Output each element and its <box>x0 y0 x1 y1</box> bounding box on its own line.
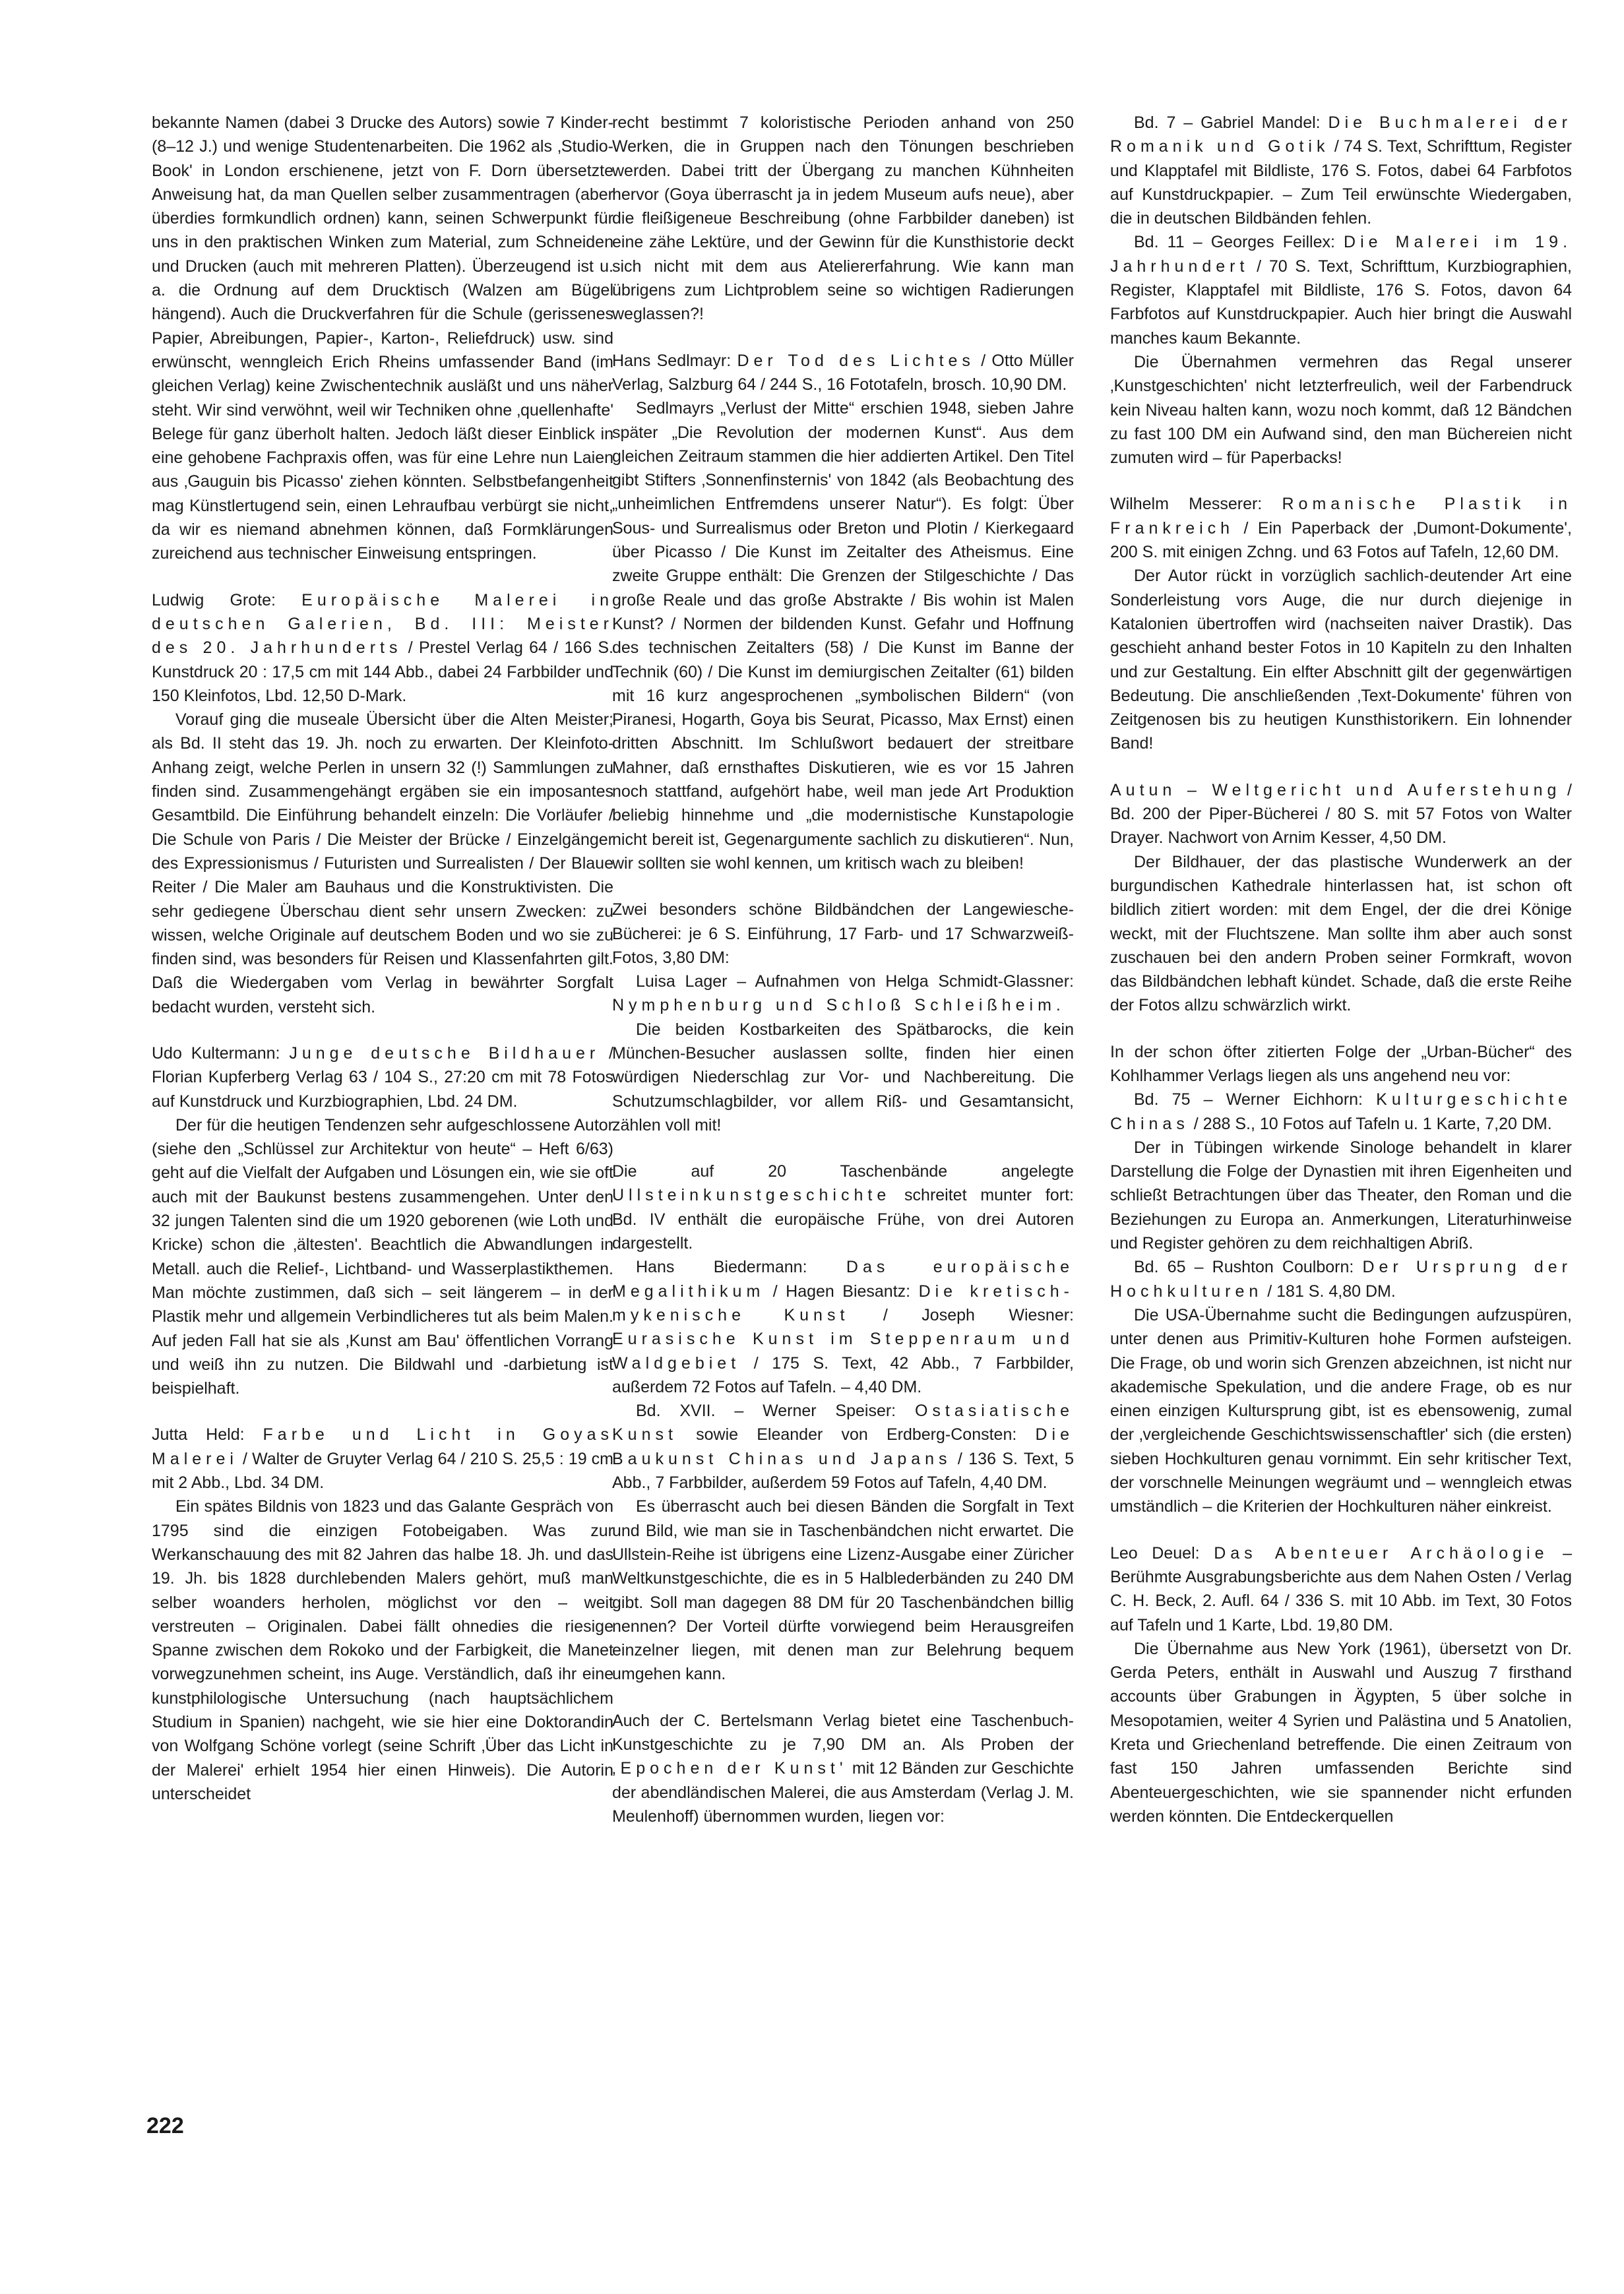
paragraph <box>1110 1088 1572 1136</box>
paragraph-text: Bd. XVII. – Werner Speiser: <box>636 1402 915 1421</box>
spaced-title: Der Tod des Lichtes <box>737 351 975 370</box>
spaced-title: Autun – Weltgericht und Auferstehung <box>1110 780 1561 799</box>
paragraph-text: bekannte Namen (dabei 3 Drucke des Autors) sowie 7 Kinder- (8–12 J.) und wenige Studentenarbeiten. Die 1962 als ‚Studio-Book' in London erschienene, jetzt von F. Dorn übersetzte Anweisung hat, da man Quellen selber zusammentragen (aber überdies formkundlich ordnen) kann, seinen Schwerpunkt für uns in den praktischen Winken zum Material, zum Schneiden und Drucken (auch mit mehreren Platten). Überzeugend ist u. a. die Ordnung auf dem Drucktisch (Walzen am Bügel hängend). Auch die Druckverfahren für die Schule (gerissenes Papier, Abreibungen, Papier-, Karton-, Reliefdruck) usw. sind erwünscht, wenngleich Erich Rheins umfassender Band (im gleichen Verlag) keine Zwischentechnik ausläßt und uns näher steht. Wir sind verwöhnt, weil wir Techniken ohne ‚quellenhafte' Belege für ganz überholt halten. Jedoch läßt dieser Einblick in eine gehobene Fachpraxis offen, was für eine Lehre nun Laien aus ‚Gauguin bis Picasso' ziehen könnten. Selbstbefangenheit mag Künstlertugend sein, einen Lehraufbau verbürgt sie nicht, da wir es niemand abnehmen können, daß Formklärungen zureichend aus technischer Einweisung entspringen. <box>152 113 613 563</box>
spaced-title: Europäische Malerei in deutschen Galerien, Bd. III: Meister des 20. Jahrhunderts <box>152 590 613 658</box>
paragraph-text: Ein spätes Bildnis von 1823 und das Galante Gespräch von 1795 sind die einzigen Fotobeigaben. Was zur Werkanschauung des mit 82 Jahren das halbe 18. Jh. und das 19. Jh. bis 1828 durchlebenden Malers gehört, muß man selber woanders herholen, möglichst vor den – weit verstreuten – Originalen. Dabei fällt ohnedies die riesige Spanne zwischen dem Rokoko und der Farbigkeit, die Manet vorwegzunehmen scheint, ins Auge. Verständlich, daß ihr eine kunstphilologische Untersuchung (nach hauptsächlichem Studium in Spanien) nachgeht, wie sie hier eine Doktorandin von Wolfgang Schöne vorlegt (seine Schrift ‚Über das Licht in der Malerei' erhielt 1954 hier einen Hinweis). Die Autorin unterscheidet <box>152 1497 613 1803</box>
paragraph <box>612 111 1074 326</box>
spaced-title: Junge deutsche Bildhauer <box>289 1043 600 1063</box>
paragraph-text: Bd. 75 – Werner Eichhorn: <box>1134 1090 1377 1109</box>
paragraph-text: Die beiden Kostbarkeiten des Spätbarocks, die kein München-Besucher auslassen sollte, finden hier einen würdigen Niederschlag zur Vor- und Nachbereitung. Die Schutzumschlagbilder, vor allem Riß- und Gesamtansicht, zählen voll mit! <box>612 1020 1074 1134</box>
spaced-title: Der Ursprung der Hochkulturen <box>1110 1258 1572 1301</box>
paragraph-text: / 181 S. 4,80 DM. <box>1263 1282 1396 1301</box>
paragraph-text: / 288 S., 10 Fotos auf Tafeln u. 1 Karte, 7,20 DM. <box>1189 1114 1552 1133</box>
section-gap <box>612 326 1074 349</box>
paragraph-text: Bd. 11 – Georges Feillex: <box>1134 233 1344 252</box>
paragraph-text: Der für die heutigen Tendenzen sehr aufgeschlossene Autor (siehe den „Schlüssel zur Architektur von heute“ – Heft 6/63) geht auf die Vielfalt der Aufgaben und Lösungen ein, wie sie oft auch mit der Baukunst bestens zusammengehen. Unter den 32 jungen Talenten sind die um 1920 geborenen (wie Loth und Kricke) schon die ‚ältesten'. Beachtlich die Abwandlungen in Metall. auch die Relief-, Lichtband- und Wasserplastikthemen. Man möchte zustimmen, daß sich – seit längerem – in der Plastik mehr und allgemein Verbindlicheres tut als beim Malen. Auf jeden Fall hat sie als ‚Kunst am Bau' öffentlichen Vorrang und weiß ihn zu nutzen. Die Bildwahl und -darbietung ist beispielhaft. <box>152 1115 613 1398</box>
paragraph <box>612 349 1074 397</box>
spaced-title: ‚Epochen der Kunst' <box>612 1759 848 1778</box>
paragraph-text: / Bd. 200 der Piper-Bücherei / 80 S. mit 57 Fotos von Walter Drayer. Nachwort von Arnim Kesser, 4,50 DM. <box>1110 780 1572 848</box>
paragraph-text: Der Bildhauer, der das plastische Wunderwerk an der burgundischen Kathedrale hinterlassen hat, ist schon oft bildlich zitiert worden: mit dem Engel, der die drei Könige weckt, mit der Fluchtszene. Man sollte ihm aber auch sonst zuschauen bei den andern Proben seiner Formkraft, wovon das Bildbändchen lebhaft kündet. Schade, daß die erste Reihe der Fotos allzu schwärzlich wirkt. <box>1110 852 1572 1015</box>
paragraph-text: Bd. 65 – Rushton Coulborn: <box>1134 1258 1363 1277</box>
paragraph <box>612 1399 1074 1495</box>
paragraph <box>1110 492 1572 564</box>
paragraph <box>1110 1040 1572 1088</box>
paragraph-text: Die auf 20 Taschenbände angelegte <box>612 1162 1074 1181</box>
paragraph-text: Vorauf ging die museale Übersicht über die Alten Meister; als Bd. II steht das 19. Jh. noch zu erwarten. Der Kleinfoto-Anhang zeigt, welche Perlen in unsern 32 (!) Sammlungen zu finden sind. Zusammengehängt ergäben sie ein imposantes Gesamtbild. Die Einführung behandelt einzeln: Die Vorläufer / Die Schule von Paris / Die Meister der Brücke / Einzelgänger des Expressionismus / Futuristen und Surrealisten / Der Blaue Reiter / Die Maler am Bauhaus und die Konstruktivisten. Die sehr gediegene Überschau dient sehr unsern Zwecken: zu wissen, welche Originale auf deutschem Boden und wo sie zu finden sind, was besonders für Reisen und Klassenfahrten gilt. Daß die Wiedergaben vom Verlag in bewährter Sorgfalt bedacht wurden, versteht sich. <box>152 710 613 1016</box>
paragraph <box>612 1495 1074 1686</box>
spaced-title: Das europäische Megalithikum <box>612 1258 1074 1301</box>
paragraph-text: Auch der C. Bertelsmann Verlag bietet eine Taschenbuch-Kunstgeschichte zu je 7,90 DM an. Als Proben der <box>612 1711 1074 1754</box>
paragraph-text: Die Übernahmen vermehren das Regal unserer ‚Kunstgeschichten' nicht letzterfreulich, weil der Farbendruck kein Niveau halten kann, wozu noch kommt, daß 12 Bändchen zu fast 100 DM ein Aufwand sind, den man Büchereien nicht zumuten wird – für Paperbacks! <box>1110 352 1572 468</box>
spaced-title: Farbe und Licht in Goyas Malerei <box>152 1425 613 1468</box>
paragraph-text: / 74 S. Text, Schrifttum, Register und Klapptafel mit Bildliste, 176 S. Fotos, dabei 64 Farbfotos auf Kunstdruckpapier. – Zum Teil erwünschte Wiedergaben, die in deutschen Bildbänden fehlen. <box>1110 137 1572 228</box>
paragraph-text: / Walter de Gruyter Verlag 64 / 210 S. 25,5 : 19 cm mit 2 Abb., Lbd. 34 DM. <box>152 1449 613 1493</box>
section-gap <box>1110 1018 1572 1040</box>
paragraph-text: Sedlmayrs „Verlust der Mitte“ erschien 1948, sieben Jahre später „Die Revolution der modernen Kunst“. Aus dem gleichen Zeitraum stammen die hier addierten Artikel. Den Titel gibt Stifters ‚Sonnenfinsternis' von 1842 (als Beobachtung des „unheimlichen Entfremdens unserer Natur“). Es folgt: Über Sous- und Surrealismus oder Breton und Plotin / Kierkegaard über Picasso / Die Kunst im Zeitalter des Atheismus. Eine zweite Gruppe enthält: Die Grenzen der Stilgeschichte / Das große Reale und das große Abstrakte / Bis wohin ist Malen Kunst? / Normen der bildenden Kunst. Gefahr und Hoffnung des technischen Zeitalters (58) / Die Kunst im Banne der Technik (60) / Die Kunst im demiurgischen Zeitalter (61) bilden mit 16 kurz angesprochenen „symbolischen Bildern“ (von Piranesi, Hogarth, Goya bis Seurat, Picasso, Max Ernst) einen dritten Abschnitt. Im Schlußwort bedauert der streitbare Mahner, daß ernsthaftes Diskutieren, wie es vor 15 Jahren noch stattfand, aufgehört habe, weil man jede Art Produktion beliebig hinnehme und „die modernistische Kunstapologie nicht bereit ist, Gegenargumente sachlich zu diskutieren“. Nun, wir sollten sie wohl kennen, um kritisch wach zu bleiben! <box>612 399 1074 873</box>
spaced-title: Nymphenburg und Schloß Schleißheim. <box>612 996 1065 1015</box>
paragraph <box>1110 1541 1572 1637</box>
paragraph-text: / Ein Paperback der ‚Dumont-Dokumente', 200 S. mit einigen Zchng. und 63 Fotos auf Tafeln, 12,60 DM. <box>1110 518 1572 562</box>
section-gap <box>612 1687 1074 1709</box>
paragraph-text: Zwei besonders schöne Bildbändchen der Langewiesche-Bücherei: je 6 S. Einführung, 17 Farb- und 17 Schwarzweiß-Fotos, 3,80 DM: <box>612 900 1074 967</box>
paragraph <box>152 1423 613 1495</box>
spaced-title: Kulturgeschichte Chinas <box>1110 1090 1572 1133</box>
paragraph <box>612 1255 1074 1399</box>
paragraph <box>1110 778 1572 850</box>
paragraph-text: recht bestimmt 7 koloristische Perioden anhand von 250 Werken, die in Gruppen nach den Tönungen beschrieben werden. Dabei tritt der Übergang zu manchen Kühnheiten hervor (Goya überrascht ja in jedem Museum aufs neue), aber die fleißigeneue Beschreibung (ohne Farbbilder daneben) ist eine zähe Lektüre, und der Gewinn für die Kunsthistorie deckt sich nicht mit dem aus Ateliererfahrung. Wie kann man übrigens zum Lichtproblem seine so wichtigen Radierungen weglassen?! <box>612 113 1074 324</box>
text-column-2 <box>612 111 1074 1828</box>
spaced-title: Die Malerei im 19. Jahrhundert <box>1110 233 1573 276</box>
spaced-title: Das Abenteuer Archäologie <box>1214 1543 1549 1563</box>
paragraph-text: / Florian Kupferberg Verlag 63 / 104 S., 27:20 cm mit 78 Fotos auf Kunstdruck und Kurzbiographien, Lbd. 24 DM. <box>152 1043 613 1111</box>
paragraph-text: / Prestel Verlag 64 / 166 S. Kunstdruck 20 : 17,5 cm mit 144 Abb., dabei 24 Farbbilder und 150 Kleinfotos, Lbd. 12,50 D-Mark. <box>152 638 613 705</box>
paragraph-text: Der Autor rückt in vorzüglich sachlich-deutender Art eine Sonderleistung vors Auge, die nur durch diejenige in Katalonien übertroffen wird (nachseiten naiver Drastik). Das geschieht anhand bester Fotos in 10 Kapiteln zu den Inhalten und zur Gestaltung. Ein elfter Abschnitt gilt der gegenwärtigen Bedeutung. Die anschließenden ‚Text-Dokumente' führen von Zeitgenosen bis zu heutigen Kunsthistorikern. Ein lohnender Band! <box>1110 567 1572 753</box>
paragraph <box>612 396 1074 875</box>
paragraph-text: / Otto Müller Verlag, Salzburg 64 / 244 S., 16 Fototafeln, brosch. 10,90 DM. <box>612 351 1075 394</box>
paragraph-text: Bd. 7 – Gabriel Mandel: <box>1134 113 1328 132</box>
paragraph <box>1110 230 1572 350</box>
spaced-title: Die Baukunst Chinas und Japans <box>612 1425 1074 1468</box>
paragraph-text: sowie Eleander von Erdberg-Consten: <box>677 1425 1036 1444</box>
text-column-3 <box>1110 111 1572 1828</box>
section-gap <box>1110 756 1572 778</box>
section-gap <box>152 1019 613 1041</box>
paragraph <box>612 1018 1074 1137</box>
paragraph-text: Hans Biedermann: <box>636 1258 846 1277</box>
paragraph <box>152 1113 613 1401</box>
paragraph-text: In der schon öfter zitierten Folge der „Urban-Bücher“ des Kohlhammer Verlags liegen als uns angehend neu vor: <box>1110 1042 1572 1085</box>
page-number: 222 <box>146 2113 184 2138</box>
paragraph <box>152 1041 613 1113</box>
paragraph-text: Hans Sedlmayr: <box>612 351 737 370</box>
paragraph <box>1110 111 1572 230</box>
paragraph-text: Wilhelm Messerer: <box>1110 495 1282 514</box>
paragraph-text: / Joseph Wiesner: <box>849 1305 1075 1324</box>
paragraph-text: – Berühmte Ausgrabungsberichte aus dem Nahen Osten / Verlag C. H. Beck, 2. Aufl. 64 / 336 S. mit 10 Abb. im Text, 30 Fotos auf Tafeln und 1 Karte, Lbd. 19,80 DM. <box>1110 1543 1573 1634</box>
paragraph-text: Die USA-Übernahme sucht die Bedingungen aufzuspüren, unter denen aus Primitiv-Kulturen hohe Formen aufsteigen. Die Frage, ob und worin sich Grenzen abzeichnen, ist nicht nur akademische Spekulation, und die andere Frage, ob es nur einen einzigen Kultursprung gibt, ist es ebensowenig, zumal der ‚vergleichende Geschichtswissenschaftler' sich (die ersten) sieben Hochkulturen genau vornimmt. Ein sehr kritischer Text, der vorschnelle Meinungen wegräumt und – wenngleich etwas umständlich – die Kriterien der Hochkulturen näher einkreist. <box>1110 1305 1572 1516</box>
paragraph-text: mit 12 Bänden zur Geschichte der abendländischen Malerei, die aus Amsterdam (Verlag J. M. Meulenhoff) übernommen wurden, liegen vor: <box>612 1759 1074 1826</box>
paragraph-text: Die Übernahme aus New York (1961), übersetzt von Dr. Gerda Peters, enthält in Auswahl und Auszug 7 firsthand accounts über Grabungen in Ägypten, 5 über solche in Mesopotamien, weiter 4 Syrien und Palästina und 5 Anatolien, Kreta und Griechenland betreffende. Die einen Zeitraum von fast 150 Jahren umfassenden Berichte sind Abenteuergeschichten, wie sie spannender nicht erfunden werden könnten. Die Entdeckerquellen <box>1110 1639 1572 1826</box>
paragraph-text: Es überrascht auch bei diesen Bänden die Sorgfalt in Text und Bild, wie man sie in Taschenbändchen nicht erwartet. Die Ullstein-Reihe ist übrigens eine Lizenz-Ausgabe einer Züricher Weltkunstgeschichte, die es in 5 Halblederbänden zu 240 DM gibt. Soll man dagegen 88 DM für 20 Taschenbändchen billig nennen? Der Vorteil dürfte vorwiegend beim Herausgreifen einzelner liegen, mit denen man zur Belehrung bequem umgehen kann. <box>612 1497 1074 1684</box>
paragraph <box>1110 1255 1572 1303</box>
paragraph <box>612 970 1074 1018</box>
paragraph-text: / 175 S. Text, 42 Abb., 7 Farbbilder, außerdem 72 Fotos auf Tafeln. – 4,40 DM. <box>612 1353 1074 1396</box>
paragraph-text: Jutta Held: <box>152 1425 263 1444</box>
text-column-1 <box>152 111 613 1806</box>
paragraph-text: Luisa Lager – Aufnahmen von Helga Schmidt-Glassner: <box>636 972 1074 991</box>
section-gap <box>612 875 1074 898</box>
paragraph <box>152 1495 613 1806</box>
paragraph <box>1110 1136 1572 1255</box>
spaced-title: Romanische Plastik in Frankreich <box>1110 495 1573 538</box>
paragraph <box>612 1160 1074 1255</box>
paragraph <box>152 708 613 1019</box>
paragraph-text: / 70 S. Text, Schrifttum, Kurzbiographien, Register, Klapptafel mit Bildliste, 176 S. Fotos, davon 64 Farbfotos auf Kunstdruckpapier. Auch hier bringt die Auswahl manches kaum Bekannte. <box>1110 257 1572 348</box>
section-gap <box>152 1400 613 1423</box>
paragraph-text: / 136 S. Text, 5 Abb., 7 Farbbilder, außerdem 59 Fotos auf Tafeln, 4,40 DM. <box>612 1449 1074 1493</box>
paragraph-text: Der in Tübingen wirkende Sinologe behandelt in klarer Darstellung die Folge der Dynastien mit ihren Eigenheiten und schließt Betrachtungen über das Theater, den Roman und die Beziehungen zu Europa an. Anmerkungen, Literaturhinweise und Register gehören zu dem reichhaltigen Abriß. <box>1110 1138 1572 1253</box>
paragraph-text: Udo Kultermann: <box>152 1043 290 1063</box>
paragraph <box>1110 850 1572 1018</box>
section-gap <box>1110 1519 1572 1541</box>
spaced-title: Die kretisch-mykenische Kunst <box>612 1282 1074 1324</box>
paragraph <box>152 588 613 708</box>
paragraph-text: / Hagen Biesantz: <box>765 1282 919 1301</box>
paragraph <box>152 111 613 566</box>
section-gap <box>152 566 613 588</box>
spaced-title: Eurasische Kunst im Steppenraum und Waldgebiet <box>612 1330 1074 1373</box>
spaced-title: Ostasiatische Kunst <box>612 1402 1074 1444</box>
paragraph <box>612 1709 1074 1828</box>
paragraph <box>612 898 1074 970</box>
section-gap <box>1110 470 1572 492</box>
paragraph-text: Leo Deuel: <box>1110 1543 1214 1563</box>
paragraph-text: schreitet munter fort: Bd. IV enthält die europäische Frühe, von drei Autoren dargestellt. <box>612 1186 1074 1253</box>
spaced-title: Die Buchmalerei der Romanik und Gotik <box>1110 113 1572 156</box>
paragraph <box>1110 1637 1572 1828</box>
section-gap <box>612 1137 1074 1160</box>
paragraph <box>1110 350 1572 470</box>
paragraph-text: Ludwig Grote: <box>152 590 302 609</box>
paragraph <box>1110 564 1572 755</box>
spaced-title: Ullsteinkunstgeschichte <box>612 1186 891 1205</box>
paragraph <box>1110 1303 1572 1519</box>
